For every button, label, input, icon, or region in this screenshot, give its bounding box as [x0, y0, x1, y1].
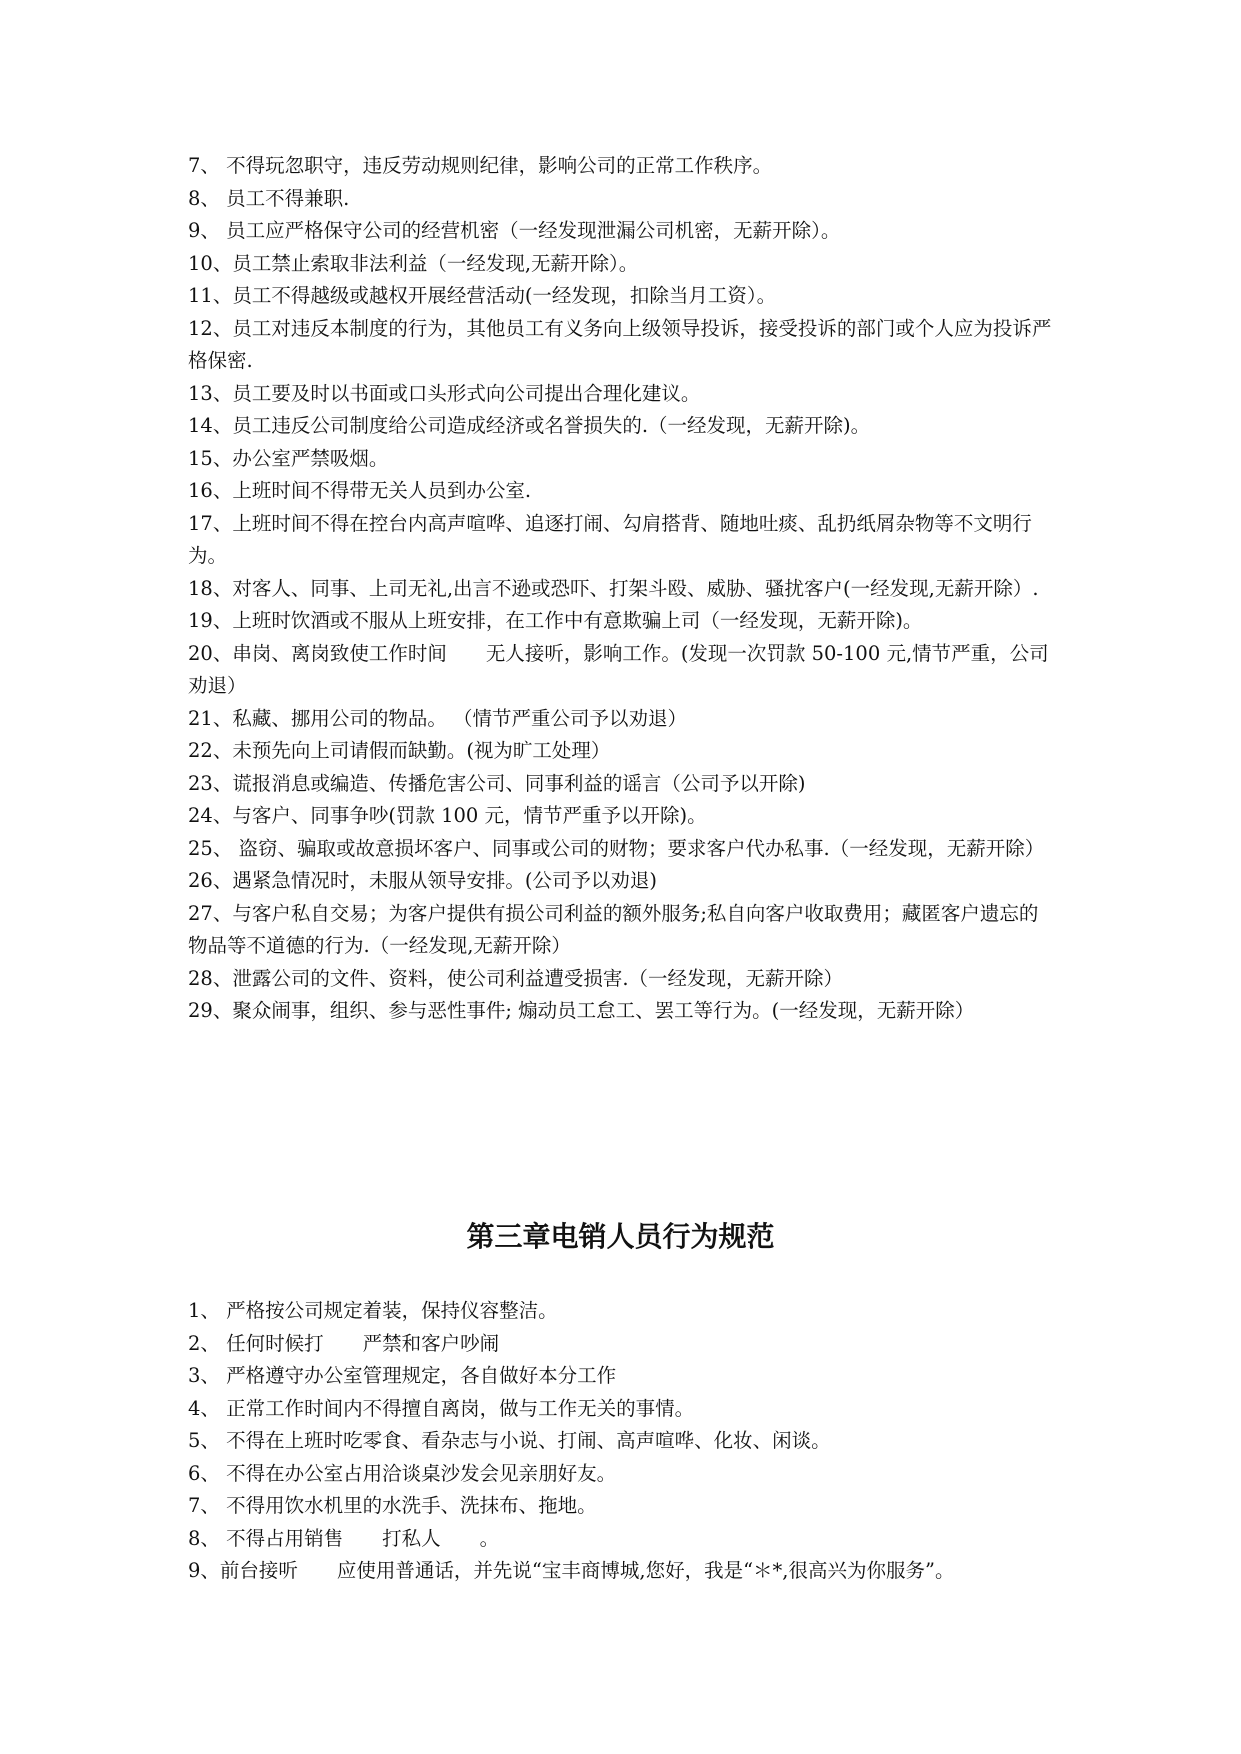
rule-item-12: 12、员工对违反本制度的行为，其他员工有义务向上级领导投诉，接受投诉的部门或个人应为投诉严格保密.: [188, 316, 1052, 372]
rule-item-24: 24、与客户、同事争吵(罚款 100 元，情节严重予以开除)。: [188, 804, 707, 827]
rule-item-14: 14、员工违反公司制度给公司造成经济或名誉损失的.（一经发现，无薪开除)。: [188, 414, 871, 437]
rule-item-15: 15、办公室严禁吸烟。: [188, 446, 389, 470]
rule-item-19: 19、上班时饮酒或不服从上班安排，在工作中有意欺骗上司（一经发现，无薪开除)。: [188, 609, 923, 632]
telesales-rule-item-4: 4、 正常工作时间内不得擅自离岗，做与工作无关的事情。: [188, 1396, 695, 1420]
rule-item-26: 26、遇紧急情况时，未服从领导安排。(公司予以劝退): [188, 869, 658, 892]
telesales-rule-item-3: 3、 严格遵守办公室管理规定，各自做好本分工作: [188, 1364, 617, 1387]
rule-item-29: 29、聚众闹事，组织、参与恶性事件; 煽动员工怠工、罢工等行为。(一经发现，无薪开除）: [188, 999, 975, 1022]
rule-item-17: 17、上班时间不得在控台内高声喧哗、追逐打闹、勾肩搭背、随地吐痰、乱扔纸屑杂物等不文明行为。: [188, 511, 1032, 567]
telesales-rule-item-8: 8、 不得占用销售 打私人 。: [188, 1526, 500, 1550]
rule-item-25: 25、 盗窃、骗取或故意损坏客户、同事或公司的财物；要求客户代办私事.（一经发现，无薪开除）: [188, 836, 1045, 860]
rule-item-11: 11、员工不得越级或越权开展经营活动(一经发现，扣除当月工资）。: [188, 284, 777, 307]
rule-item-10: 10、员工禁止索取非法利益（一经发现,无薪开除）。: [188, 251, 639, 275]
rule-item-18: 18、对客人、同事、上司无礼,出言不逊或恐吓、打架斗殴、威胁、骚扰客户(一经发现,无薪开除）.: [188, 576, 1039, 600]
rule-item-23: 23、谎报消息或编造、传播危害公司、同事利益的谣言（公司予以开除): [188, 771, 806, 795]
rule-item-7: 7、 不得玩忽职守，违反劳动规则纪律，影响公司的正常工作秩序。: [188, 154, 773, 177]
telesales-rule-item-5: 5、 不得在上班时吃零食、看杂志与小说、打闹、高声喧哗、化妆、闲谈。: [188, 1429, 831, 1452]
rule-item-9: 9、 员工应严格保守公司的经营机密（一经发现泄漏公司机密，无薪开除）。: [188, 219, 841, 242]
rule-item-21: 21、私藏、挪用公司的物品。 （情节严重公司予以劝退）: [188, 706, 688, 730]
telesales-rule-item-1: 1、 严格按公司规定着装，保持仪容整洁。: [188, 1299, 558, 1322]
rule-item-8: 8、 员工不得兼职.: [188, 186, 350, 210]
rules-list-general: [188, 150, 1056, 1028]
telesales-rule-item-6: 6、 不得在办公室占用洽谈桌沙发会见亲朋好友。: [188, 1461, 617, 1485]
telesales-rule-item-9: 9、前台接听 应使用普通话，并先说“宝丰商博城,您好，我是“＊*,很高兴为你服务”。: [188, 1559, 955, 1582]
rules-list-telesales: [188, 1295, 1056, 1588]
rule-item-20: 20、串岗、离岗致使工作时间 无人接听，影响工作。(发现一次罚款 50-100 元,情节严重，公司劝退）: [188, 641, 1049, 697]
rule-item-13: 13、员工要及时以书面或口头形式向公司提出合理化建议。: [188, 381, 701, 405]
telesales-rule-item-7: 7、 不得用饮水机里的水洗手、洗抹布、拖地。: [188, 1494, 597, 1517]
telesales-rule-item-2: 2、 任何时候打 严禁和客户吵闹: [188, 1331, 500, 1355]
rule-item-27: 27、与客户私自交易；为客户提供有损公司利益的额外服务;私自向客户收取费用；藏匿客户遗忘的 物品等不道德的行为.（一经发现,无薪开除）: [188, 901, 1039, 957]
rule-item-22: 22、未预先向上司请假而缺勤。(视为旷工处理）: [188, 739, 611, 762]
chapter-title: 第三章电销人员行为规范: [466, 1219, 775, 1253]
rule-item-28: 28、泄露公司的文件、资料，使公司利益遭受损害.（一经发现，无薪开除）: [188, 966, 844, 990]
rule-item-16: 16、上班时间不得带无关人员到办公室.: [188, 479, 532, 502]
